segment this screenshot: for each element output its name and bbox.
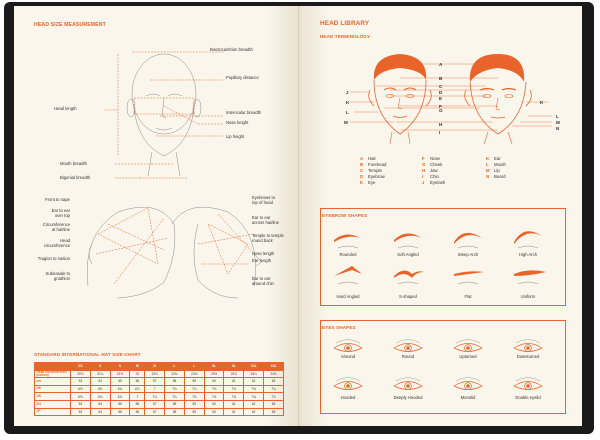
terminology-column bbox=[422, 156, 445, 186]
hat-table-cell: 53 bbox=[71, 408, 91, 416]
label-ear-round-chin: Ear to ear around chin bbox=[252, 276, 274, 286]
eye-pupil bbox=[407, 385, 410, 388]
terminology-value: Eye bbox=[368, 180, 376, 186]
right-page bbox=[300, 6, 582, 426]
hat-table-cell: XXL bbox=[264, 363, 284, 371]
terminology-key: H bbox=[422, 168, 426, 174]
hat-table-row bbox=[35, 408, 284, 416]
hat-table-cell: 62 bbox=[244, 408, 264, 416]
terminology-value: Jaw bbox=[430, 168, 438, 174]
terminology-title: HEAD TERMINOLOGY bbox=[320, 34, 371, 39]
hat-table-cell: 54 bbox=[90, 378, 110, 386]
face-letter: I bbox=[439, 130, 441, 135]
eye-label: Almond bbox=[340, 354, 356, 359]
hat-table-cell: 62 bbox=[244, 400, 264, 408]
eye-pupil bbox=[527, 385, 530, 388]
eye-lid bbox=[456, 378, 480, 382]
terminology-key: A bbox=[360, 156, 364, 161]
hat-table-cell: 23½ bbox=[204, 370, 224, 378]
terminology-value: Forehead bbox=[368, 162, 387, 168]
label-eyebrows-top: Eyebrows to top of head bbox=[252, 195, 276, 205]
eye-pupil bbox=[527, 347, 530, 350]
hat-table-cell: 53 bbox=[71, 378, 91, 386]
hat-table-cell: 7⅝ bbox=[244, 385, 264, 393]
label-subnasale: Subnasale to gnathion bbox=[45, 271, 70, 281]
terminology-key: D bbox=[360, 174, 364, 180]
label-interocular: Interocular breadth bbox=[226, 110, 262, 115]
hat-table-cell: 6¾ bbox=[110, 385, 130, 393]
hat-table-cell: 60 bbox=[204, 378, 224, 386]
eyebrow-label: Flat bbox=[464, 294, 472, 299]
hat-table-cell: L bbox=[165, 363, 185, 371]
eyebrow-label: Steep Arch bbox=[457, 252, 479, 257]
hat-table-cell: 7⅜ bbox=[184, 393, 204, 401]
label-ear-over-top: Ear to ear over top bbox=[51, 208, 70, 218]
hat-table-cell: 6⅞ bbox=[110, 393, 130, 401]
hat-table-cell: 54 bbox=[90, 408, 110, 416]
face-letter: J bbox=[346, 90, 349, 95]
label-mouth-breadth: Mouth breadth bbox=[60, 161, 88, 166]
hat-table-cell: 58 bbox=[165, 408, 185, 416]
terminology-key: I bbox=[422, 174, 424, 180]
hat-table-cell: 63 bbox=[264, 408, 284, 416]
hat-table-cell: 24⅝ bbox=[264, 370, 284, 378]
hat-table-cell: 23⅞ bbox=[224, 370, 244, 378]
terminology-value: Ear bbox=[494, 156, 501, 161]
label-ear-across-hairline: Ear to ear across hairline bbox=[252, 215, 279, 225]
face-letter: C bbox=[439, 84, 443, 89]
eye-pupil bbox=[407, 347, 410, 350]
label-temple-temple: Temple to temple round back bbox=[252, 233, 284, 243]
label-head-circ: Head circumference bbox=[43, 238, 70, 248]
hat-table-cell: 7 bbox=[145, 385, 165, 393]
hat-table-cell: S bbox=[90, 363, 110, 371]
hat-table-cell: 7¼ bbox=[184, 385, 204, 393]
hat-table-cell: M bbox=[130, 363, 145, 371]
eyebrow-label: Hard Angled bbox=[336, 294, 360, 299]
face-letter: L bbox=[556, 114, 559, 119]
hat-table-cell: 55 bbox=[110, 408, 130, 416]
hat-table-row bbox=[35, 370, 284, 378]
hat-table-cell: 20⅞ bbox=[71, 370, 91, 378]
hat-table-cell: 60 bbox=[204, 400, 224, 408]
eyebrow-label: Uniform bbox=[520, 294, 536, 299]
hat-table-cell: 61 bbox=[224, 408, 244, 416]
hat-table-cell: 59 bbox=[184, 378, 204, 386]
hat-table-cell: 6½ bbox=[71, 385, 91, 393]
hat-table-cell: 56 bbox=[130, 408, 145, 416]
terminology-key: C bbox=[360, 168, 364, 174]
hat-table-cell: 7½ bbox=[224, 385, 244, 393]
eye-lid bbox=[516, 340, 540, 344]
hat-table-cell: 55 bbox=[110, 378, 130, 386]
eye-lid bbox=[336, 378, 360, 382]
hat-table-cell: 7⅛ bbox=[145, 393, 165, 401]
label-circ-hairline: Circumference at hairline bbox=[42, 222, 70, 232]
terminology-entry bbox=[360, 180, 386, 186]
eye-label: Double eyelid bbox=[515, 395, 541, 400]
terminology-value: Eyebrow bbox=[368, 174, 385, 180]
hat-table-cell: 23⅛ bbox=[184, 370, 204, 378]
eye-pupil bbox=[467, 347, 470, 350]
hat-table-cell: 7⅝ bbox=[224, 393, 244, 401]
eye-pupil bbox=[467, 385, 470, 388]
hat-table-cell: 57 bbox=[145, 378, 165, 386]
hat-table-cell: L bbox=[184, 363, 204, 371]
hat-table-cell: M bbox=[145, 363, 165, 371]
face-letter: H bbox=[439, 122, 443, 127]
eyebrow-label: S-shaped bbox=[399, 294, 417, 299]
eye-label: Hooded bbox=[340, 395, 356, 400]
eye-lid bbox=[456, 340, 480, 344]
hat-table-cell: 57 bbox=[145, 408, 165, 416]
hat-table-cell: 22 bbox=[130, 370, 145, 378]
hat-table-cell: XL bbox=[224, 363, 244, 371]
hat-table-cell: 7⅛ bbox=[165, 385, 185, 393]
terminology-value: Beard bbox=[494, 174, 506, 180]
label-tragion-nasion: Tragion to nasion bbox=[37, 256, 70, 261]
hat-table-cell: 57 bbox=[145, 400, 165, 408]
eye-lid bbox=[516, 378, 540, 382]
hat-table-cell: 63 bbox=[264, 400, 284, 408]
hat-table-cell: 7⅜ bbox=[204, 385, 224, 393]
terminology-value: Nose bbox=[430, 156, 441, 161]
hat-table-cell: 59 bbox=[184, 408, 204, 416]
terminology-key: K bbox=[486, 156, 490, 161]
hat-table-row bbox=[35, 393, 284, 401]
eye-lid bbox=[396, 378, 420, 382]
eye-label: Round bbox=[401, 354, 415, 359]
hat-size-table bbox=[34, 362, 284, 416]
eye-label: Downturned bbox=[516, 354, 540, 359]
face-letter: A bbox=[439, 62, 443, 67]
eyebrow-title: EYEBROW SHAPES bbox=[322, 213, 368, 218]
hat-table-cell: 6⅝ bbox=[90, 385, 110, 393]
eye-lid bbox=[336, 340, 360, 344]
hat-table-cell: 7⅞ bbox=[264, 393, 284, 401]
face-letter: M bbox=[556, 120, 560, 125]
terminology-value: Hair bbox=[368, 156, 376, 161]
face-letter: N bbox=[556, 126, 560, 131]
eyebrow-label: Rounded bbox=[339, 252, 357, 257]
label-lip-height: Lip height bbox=[226, 134, 245, 139]
eye-pupil bbox=[347, 385, 350, 388]
terminology-key: J bbox=[422, 180, 425, 186]
library-title: HEAD LIBRARY bbox=[320, 20, 370, 27]
face-letter: E bbox=[439, 96, 443, 101]
hat-table-header bbox=[35, 363, 284, 371]
hat-table-cell: 6⅝ bbox=[71, 393, 91, 401]
hat-table-cell: EU bbox=[35, 400, 71, 408]
terminology-key: E bbox=[360, 180, 363, 186]
hat-table-row bbox=[35, 400, 284, 408]
face-letter: K bbox=[540, 100, 544, 105]
label-pupillary: Pupillary distance bbox=[226, 75, 259, 80]
hat-table-cell: 61 bbox=[224, 378, 244, 386]
eye-pupil bbox=[347, 347, 350, 350]
hat-table-cell: cm bbox=[35, 378, 71, 386]
hat-table-cell: XS bbox=[71, 363, 91, 371]
terminology-value: Eyelash bbox=[430, 180, 446, 186]
left-page bbox=[14, 6, 300, 426]
hat-table-cell: S bbox=[110, 363, 130, 371]
label-ear-length: Ear length bbox=[252, 258, 272, 263]
face-letter: D bbox=[439, 90, 443, 95]
hat-table-cell: XL bbox=[204, 363, 224, 371]
eyebrow-shapes-art bbox=[324, 220, 564, 304]
hat-table-cell: 7¼ bbox=[165, 393, 185, 401]
terminology-value: Cheek bbox=[430, 162, 443, 168]
eyes-title: EYES SHAPES bbox=[322, 325, 356, 330]
hat-table-cell: 56 bbox=[130, 378, 145, 386]
label-nose-height: Nose height bbox=[226, 120, 249, 125]
hat-table-cell: 58 bbox=[165, 400, 185, 408]
hat-table-cell: 7¾ bbox=[244, 393, 264, 401]
label-front-to-nape: Front to nape bbox=[45, 197, 70, 202]
terminology-key: G bbox=[422, 162, 426, 168]
eye-label: Monolid bbox=[460, 395, 476, 400]
hat-table-cell: 60 bbox=[204, 408, 224, 416]
terminology-key: L bbox=[486, 162, 489, 168]
hat-chart-title: STANDARD INTERNATIONAL HAT SIZE CHART bbox=[34, 352, 141, 357]
side-head-diagrams bbox=[78, 194, 268, 304]
terminology-value: Chin bbox=[430, 174, 439, 180]
eyebrow-label: High Arch bbox=[518, 252, 538, 257]
terminology-key: M bbox=[486, 168, 490, 174]
hat-table-cell: 62 bbox=[244, 378, 264, 386]
terminology-value: Temple bbox=[368, 168, 382, 174]
hat-table-cell: 53 bbox=[71, 400, 91, 408]
hat-table-row bbox=[35, 378, 284, 386]
terminology-value: Mouth bbox=[494, 162, 506, 168]
terminology-value: Lip bbox=[494, 168, 500, 174]
hat-table-cell: 58 bbox=[165, 378, 185, 386]
label-biectocanthion: Biectocanthion breadth bbox=[210, 47, 253, 52]
eye-label: Deeply Hooded bbox=[393, 395, 423, 400]
eye-lid bbox=[396, 340, 420, 344]
terminology-column bbox=[360, 156, 386, 186]
hat-table-cell: 21¼ bbox=[90, 370, 110, 378]
hat-table-cell: 7 bbox=[130, 393, 145, 401]
hat-table-cell: 7½ bbox=[204, 393, 224, 401]
hat-table-cell: 6¾ bbox=[90, 393, 110, 401]
hat-table-cell: US bbox=[35, 393, 71, 401]
terminology-entry bbox=[486, 174, 506, 180]
hat-table-cell: XXL bbox=[244, 363, 264, 371]
hat-table-cell bbox=[35, 363, 71, 371]
face-letter: B bbox=[439, 76, 443, 81]
head-terminology-diagram bbox=[330, 46, 560, 146]
hat-table-cell: 55 bbox=[110, 400, 130, 408]
hat-table-cell: 54 bbox=[90, 400, 110, 408]
terminology-key: B bbox=[360, 162, 364, 168]
face-letter: L bbox=[346, 110, 349, 115]
hat-table-cell: 7¾ bbox=[264, 385, 284, 393]
terminology-key: F bbox=[422, 156, 425, 161]
terminology-column bbox=[486, 156, 506, 180]
hat-table-cell: 6⅞ bbox=[130, 385, 145, 393]
face-letter: K bbox=[346, 100, 350, 105]
face-letter: F bbox=[439, 104, 442, 109]
hat-table-row bbox=[35, 385, 284, 393]
eye-label: Upturned bbox=[459, 354, 477, 359]
measurement-title: HEAD SIZE MEASUREMENT bbox=[34, 22, 106, 28]
label-head-length: Head length bbox=[54, 106, 77, 111]
face-letter: M bbox=[344, 120, 348, 125]
hat-table-cell: 24¼ bbox=[244, 370, 264, 378]
hat-table-cell: 63 bbox=[264, 378, 284, 386]
label-nose-length: Nose length bbox=[252, 251, 275, 256]
hat-table-cell: JP bbox=[35, 408, 71, 416]
hat-table-cell: 56 bbox=[130, 400, 145, 408]
hat-table-cell: 22⅜ bbox=[145, 370, 165, 378]
terminology-entry bbox=[422, 180, 445, 186]
hat-table-cell: 61 bbox=[224, 400, 244, 408]
hat-table-cell: Head circumference (inches) bbox=[35, 370, 71, 378]
hat-table-cell: UK bbox=[35, 385, 71, 393]
label-bigonial: Bigonial breadth bbox=[60, 175, 91, 180]
eyebrow-label: Soft Angled bbox=[397, 252, 419, 257]
hat-table-cell: 21⅝ bbox=[110, 370, 130, 378]
terminology-key: N bbox=[486, 174, 490, 180]
hat-table-cell: 22¾ bbox=[165, 370, 185, 378]
hat-table-cell: 59 bbox=[184, 400, 204, 408]
face-letter: G bbox=[439, 108, 443, 113]
